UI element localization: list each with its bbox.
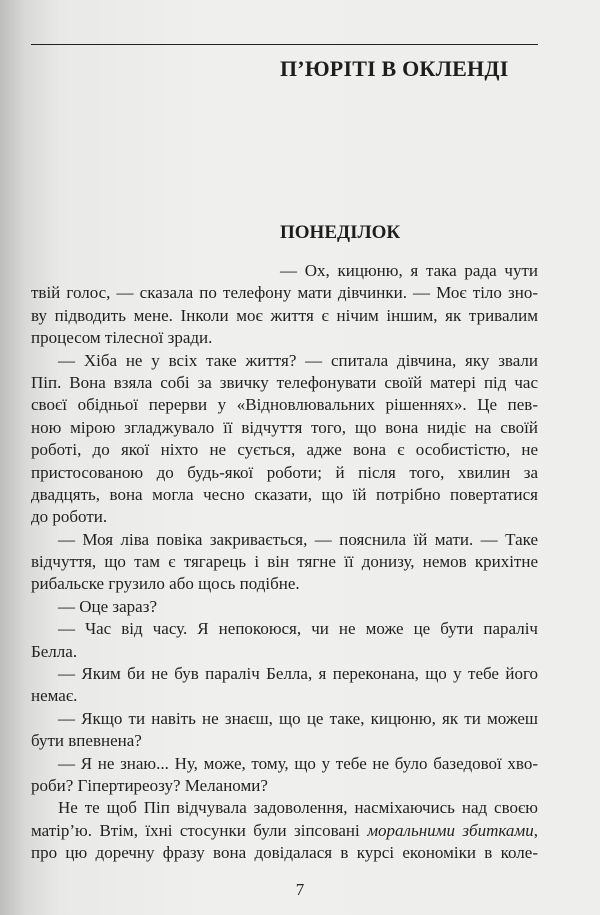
text-line [31, 506, 538, 528]
text-line-content: процесом тілесної зради. [31, 328, 213, 348]
section-title: ПОНЕДІЛОК [280, 222, 401, 243]
text-line-content: роботі, до якої ніхто не сується, адже вона є особистістю, не [31, 440, 538, 460]
text-line [31, 663, 538, 685]
text-line [31, 708, 538, 730]
text-line [31, 350, 538, 372]
text-line-content: — Оце зараз? [58, 596, 157, 616]
text-line [31, 372, 538, 394]
text-line [31, 439, 538, 461]
text-line-content: — Моя ліва повіка закривається, — пояснила їй мати. — Таке [58, 529, 538, 549]
text-line [31, 529, 538, 551]
text-line [31, 685, 538, 707]
text-line [31, 842, 538, 864]
text-line [31, 753, 538, 775]
text-line-content: ву підводить мене. Інколи моє життя є нічим іншим, як тривалим [31, 305, 538, 325]
text-line-content: — Ох, кицюню, я така рада чути [280, 261, 538, 280]
text-line-content: Белла. [31, 641, 78, 661]
text-line-content: Не те щоб Піп відчувала задоволення, насміхаючись над своєю [58, 798, 538, 818]
text-line-content: — Я не знаю... Ну, може, тому, що у тебе не було базедової хво- [58, 753, 538, 773]
text-line [31, 797, 538, 819]
text-line [31, 260, 538, 282]
text-line-content: про цю доречну фразу вона довідалася в курсі економіки в коле- [31, 843, 538, 863]
text-line [31, 327, 538, 349]
text-line [31, 394, 538, 416]
text-line [31, 417, 538, 439]
punctuation: , [533, 820, 539, 840]
italic-phrase: моральними збитками [367, 820, 534, 840]
text-line-content: ною мірою згладжувало її відчуття того, що вона нидіє на своїй [31, 417, 538, 437]
text-line-content: — Час від часу. Я непокоюся, чи не може це бути параліч [58, 619, 538, 639]
text-line-content: — Хіба не у всіх таке життя? — спитала дівчина, яку звали [58, 350, 538, 370]
body-text [31, 260, 538, 865]
text-line-content: немає. [31, 686, 78, 706]
text-line-content: до роботи. [31, 507, 108, 527]
header-rule [31, 44, 538, 45]
text-line [31, 551, 538, 573]
chapter-title: П’ЮРІТІ В ОКЛЕНДІ [280, 56, 509, 81]
text-line [31, 820, 538, 842]
text-line-content: Піп. Вона взяла собі за звичку телефонувати своїй матері під час [31, 372, 538, 392]
text-line [31, 596, 538, 618]
text-line [31, 730, 538, 752]
text-line [31, 573, 538, 595]
text-line-content: своєї обідньої перерви у «Відновлювальних рішеннях». Це пев- [31, 395, 538, 415]
text-line [31, 618, 538, 640]
text-line-content: — Якщо ти навіть не знаєш, що це таке, кицюню, як ти можеш [58, 708, 538, 728]
text-line-content: пристосованою до будь-якої роботи; й після того, хвилин за [31, 462, 538, 482]
text-line [31, 282, 538, 304]
text-line [31, 641, 538, 663]
text-line-content: бути впевнена? [31, 731, 142, 751]
text-line [31, 462, 538, 484]
text-line-content: роби? Гіпертиреозу? Меланоми? [31, 775, 268, 795]
text-line-content: рибальске грузило або щось подібне. [31, 574, 300, 594]
text-line-content: — Яким би не був параліч Белла, я переконана, що у тебе його [58, 664, 538, 684]
page-number: 7 [295, 880, 305, 899]
text-line [31, 305, 538, 327]
text-line-content: твій голос, — сказала по телефону мати дівчинки. — Моє тіло зно- [31, 283, 538, 303]
text-line [31, 484, 538, 506]
text-line-content: відчуття, що там є тягарець і він тягне її донизу, немов крихітне [31, 552, 538, 572]
text-line-content: двадцять, вона могла чесно сказати, що їй потрібно повертатися [31, 484, 538, 504]
text-line [31, 775, 538, 797]
text-line-content: матір’ю. Втім, їхні стосунки були зіпсовані [31, 820, 368, 840]
